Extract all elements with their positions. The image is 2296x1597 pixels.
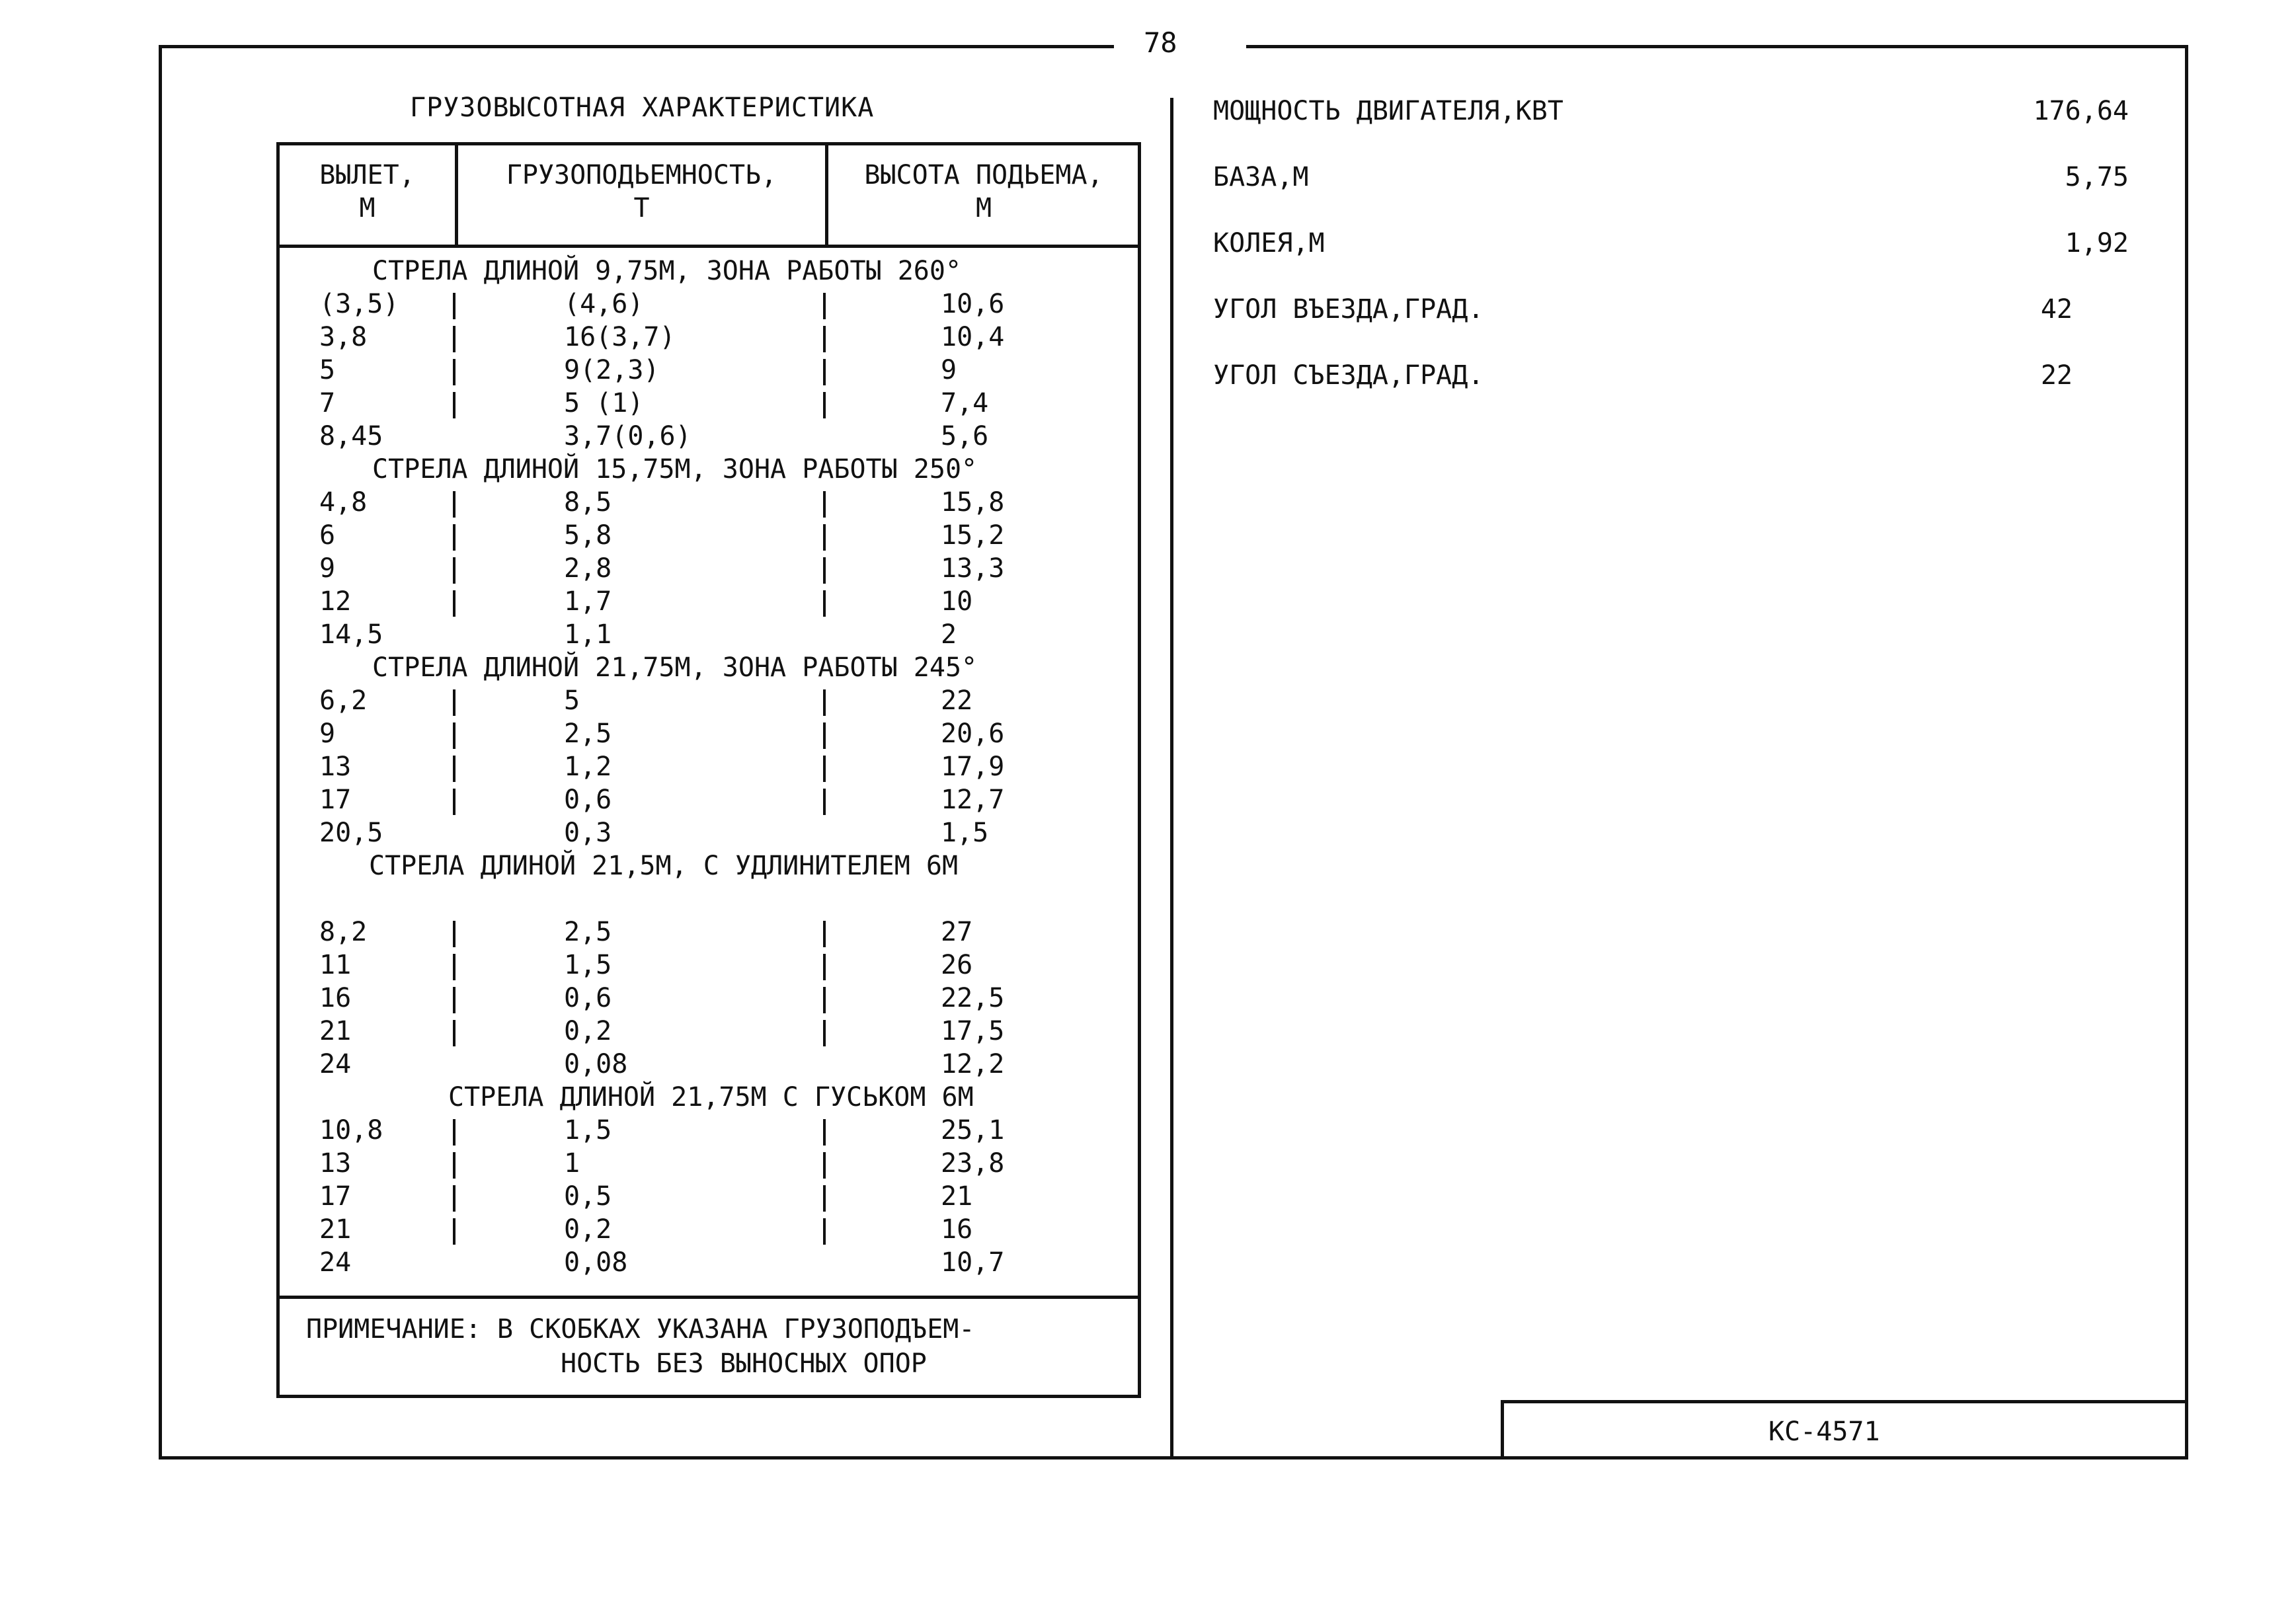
cell-height: 13,3	[941, 553, 1005, 584]
column-rule	[453, 359, 455, 385]
column-rule	[453, 590, 455, 617]
cell-radius: 24	[319, 1049, 352, 1079]
cell-radius: 8,45	[319, 421, 383, 451]
table-row	[280, 552, 1138, 585]
spec-label: МОЩНОСТЬ ДВИГАТЕЛЯ,КВТ	[1213, 96, 1564, 126]
cell-radius: 8,2	[319, 917, 368, 947]
cell-capacity: 1	[564, 1148, 580, 1179]
section-title: СТРЕЛА ДЛИНОЙ 21,75М С ГУСЬКОМ 6М	[448, 1082, 974, 1112]
column-rule	[823, 557, 826, 584]
cell-height: 23,8	[941, 1148, 1005, 1179]
table-row	[280, 585, 1138, 618]
spec-value: 22	[2040, 360, 2073, 391]
cell-capacity: 5	[564, 685, 580, 716]
header-bottom-line	[280, 245, 1138, 248]
note-divider	[280, 1296, 1138, 1299]
column-rule	[823, 921, 826, 947]
cell-height: 21	[941, 1181, 973, 1212]
cell-height: 15,2	[941, 520, 1005, 551]
cell-capacity: 1,7	[564, 586, 612, 617]
section-title: СТРЕЛА ДЛИНОЙ 15,75М, ЗОНА РАБОТЫ 250°	[372, 454, 978, 485]
table-row	[280, 1114, 1138, 1147]
load-height-table	[276, 142, 1141, 1398]
column-rule	[453, 789, 455, 815]
cell-capacity: 1,2	[564, 752, 612, 782]
spec-label: КОЛЕЯ,М	[1213, 228, 1325, 258]
table-row	[280, 1213, 1138, 1246]
cell-capacity: 8,5	[564, 487, 612, 518]
column-rule	[823, 293, 826, 319]
column-rule	[453, 921, 455, 947]
cell-height: 10	[941, 586, 973, 617]
cell-height: 27	[941, 917, 973, 947]
cell-radius: 17	[319, 785, 352, 815]
table-row	[280, 1015, 1138, 1048]
cell-radius: 14,5	[319, 619, 383, 650]
table-note: ПРИМЕЧАНИЕ: В СКОБКАХ УКАЗАНА ГРУЗОПОДЪЕМ- НОСТЬ БЕЗ ВЫНОСНЫХ ОПОР	[306, 1314, 975, 1379]
cell-radius: 13	[319, 1148, 352, 1179]
column-rule	[823, 590, 826, 617]
section-title: СТРЕЛА ДЛИНОЙ 9,75М, ЗОНА РАБОТЫ 260°	[372, 256, 962, 286]
column-rule	[823, 1185, 826, 1212]
column-rule	[453, 1119, 455, 1146]
column-rule	[453, 722, 455, 749]
cell-radius: 9	[319, 719, 336, 749]
frame-gap	[1114, 40, 1246, 53]
cell-capacity: 1,1	[564, 619, 612, 650]
column-rule	[453, 557, 455, 584]
table-row	[280, 420, 1138, 453]
cell-height: 25,1	[941, 1115, 1005, 1146]
section-title: СТРЕЛА ДЛИНОЙ 21,5М, С УДЛИНИТЕЛЕМ 6М	[369, 851, 959, 881]
column-rule	[823, 1218, 826, 1245]
column-rule	[823, 722, 826, 749]
cell-radius: 3,8	[319, 322, 368, 352]
cell-radius: 9	[319, 553, 336, 584]
column-rule	[823, 1152, 826, 1179]
column-rule	[823, 954, 826, 980]
spec-label: УГОЛ СЪЕЗДА,ГРАД.	[1213, 360, 1484, 391]
cell-height: 17,5	[941, 1016, 1005, 1046]
cell-height: 15,8	[941, 487, 1005, 518]
column-rule	[453, 1020, 455, 1046]
table-row	[280, 1246, 1138, 1279]
cell-height: 1,5	[941, 818, 989, 848]
cell-capacity: 1,5	[564, 950, 612, 980]
table-row	[280, 816, 1138, 849]
cell-height: 10,4	[941, 322, 1005, 352]
header-capacity: ГРУЗОПОДЬЕМНОСТЬ, Т	[506, 160, 777, 223]
model-code: КС-4571	[1768, 1417, 1880, 1447]
table-row	[280, 982, 1138, 1015]
column-rule	[453, 491, 455, 518]
column-rule	[453, 326, 455, 352]
spec-value: 42	[2040, 294, 2073, 325]
column-rule	[823, 524, 826, 551]
cell-capacity: (4,6)	[564, 289, 644, 319]
table-row	[280, 519, 1138, 552]
column-rule	[453, 524, 455, 551]
cell-height: 26	[941, 950, 973, 980]
cell-capacity: 0,2	[564, 1016, 612, 1046]
cell-capacity: 0,2	[564, 1214, 612, 1245]
cell-capacity: 0,5	[564, 1181, 612, 1212]
cell-radius: 21	[319, 1016, 352, 1046]
spec-label: УГОЛ ВЪЕЗДА,ГРАД.	[1213, 294, 1484, 325]
cell-height: 12,7	[941, 785, 1005, 815]
center-divider	[1170, 98, 1173, 1460]
cell-height: 9	[941, 355, 957, 385]
title-block	[1501, 1400, 2188, 1460]
column-rule	[823, 756, 826, 782]
table-body	[280, 254, 1138, 1279]
column-rule	[453, 1152, 455, 1179]
column-rule	[453, 1218, 455, 1245]
left-title: ГРУЗОВЫСОТНАЯ ХАРАКТЕРИСТИКА	[410, 93, 875, 123]
cell-capacity: 16(3,7)	[564, 322, 676, 352]
column-rule	[453, 987, 455, 1013]
cell-capacity: 2,5	[564, 917, 612, 947]
table-row	[280, 354, 1138, 387]
cell-capacity: 0,6	[564, 785, 612, 815]
column-rule	[453, 1185, 455, 1212]
table-row	[280, 486, 1138, 519]
column-rule	[823, 326, 826, 352]
cell-height: 22	[941, 685, 973, 716]
spec-value: 176,64	[2033, 96, 2129, 126]
cell-capacity: 0,08	[564, 1049, 628, 1079]
table-row	[280, 1180, 1138, 1213]
section-title: СТРЕЛА ДЛИНОЙ 21,75М, ЗОНА РАБОТЫ 245°	[372, 652, 978, 683]
cell-capacity: 0,3	[564, 818, 612, 848]
cell-height: 5,6	[941, 421, 989, 451]
column-rule	[823, 1020, 826, 1046]
cell-height: 22,5	[941, 983, 1005, 1013]
table-row	[280, 1147, 1138, 1180]
cell-height: 20,6	[941, 719, 1005, 749]
page-number: 78	[1144, 26, 1177, 59]
table-row	[280, 783, 1138, 816]
table-row	[280, 387, 1138, 420]
table-row	[280, 949, 1138, 982]
table-row	[280, 717, 1138, 750]
table-row	[280, 915, 1138, 949]
cell-height: 7,4	[941, 388, 989, 418]
column-rule	[823, 359, 826, 385]
table-row	[280, 1048, 1138, 1081]
spec-label: БАЗА,М	[1213, 162, 1309, 192]
column-rule	[823, 987, 826, 1013]
header-radius: ВЫЛЕТ, М	[319, 160, 415, 223]
cell-capacity: 2,5	[564, 719, 612, 749]
cell-height: 12,2	[941, 1049, 1005, 1079]
column-rule	[823, 789, 826, 815]
cell-radius: 20,5	[319, 818, 383, 848]
table-row	[280, 750, 1138, 783]
column-rule	[453, 392, 455, 418]
cell-radius: 5	[319, 355, 336, 385]
cell-radius: (3,5)	[319, 289, 399, 319]
cell-height: 10,6	[941, 289, 1005, 319]
cell-capacity: 0,6	[564, 983, 612, 1013]
cell-radius: 21	[319, 1214, 352, 1245]
spec-value: 1,92	[2065, 228, 2129, 258]
cell-capacity: 3,7(0,6)	[564, 421, 692, 451]
cell-radius: 6,2	[319, 685, 368, 716]
cell-capacity: 0,08	[564, 1247, 628, 1278]
section-spacer	[280, 882, 1138, 915]
cell-capacity: 5 (1)	[564, 388, 644, 418]
table-row	[280, 321, 1138, 354]
cell-radius: 4,8	[319, 487, 368, 518]
cell-capacity: 9(2,3)	[564, 355, 660, 385]
cell-capacity: 5,8	[564, 520, 612, 551]
cell-height: 16	[941, 1214, 973, 1245]
cell-radius: 13	[319, 752, 352, 782]
column-rule	[453, 954, 455, 980]
column-rule	[823, 689, 826, 716]
column-rule	[453, 293, 455, 319]
column-rule	[823, 1119, 826, 1146]
cell-radius: 16	[319, 983, 352, 1013]
cell-radius: 6	[319, 520, 336, 551]
column-rule	[453, 689, 455, 716]
cell-capacity: 1,5	[564, 1115, 612, 1146]
cell-radius: 12	[319, 586, 352, 617]
cell-height: 17,9	[941, 752, 1005, 782]
spec-value: 5,75	[2065, 162, 2129, 192]
cell-height: 10,7	[941, 1247, 1005, 1278]
cell-radius: 17	[319, 1181, 352, 1212]
header-height: ВЫСОТА ПОДЬЕМА, М	[864, 160, 1103, 223]
table-row	[280, 618, 1138, 651]
cell-radius: 11	[319, 950, 352, 980]
table-row	[280, 684, 1138, 717]
cell-capacity: 2,8	[564, 553, 612, 584]
column-rule	[453, 756, 455, 782]
cell-radius: 7	[319, 388, 336, 418]
column-rule	[823, 392, 826, 418]
cell-radius: 10,8	[319, 1115, 383, 1146]
cell-height: 2	[941, 619, 957, 650]
table-row	[280, 288, 1138, 321]
column-rule	[823, 491, 826, 518]
cell-radius: 24	[319, 1247, 352, 1278]
